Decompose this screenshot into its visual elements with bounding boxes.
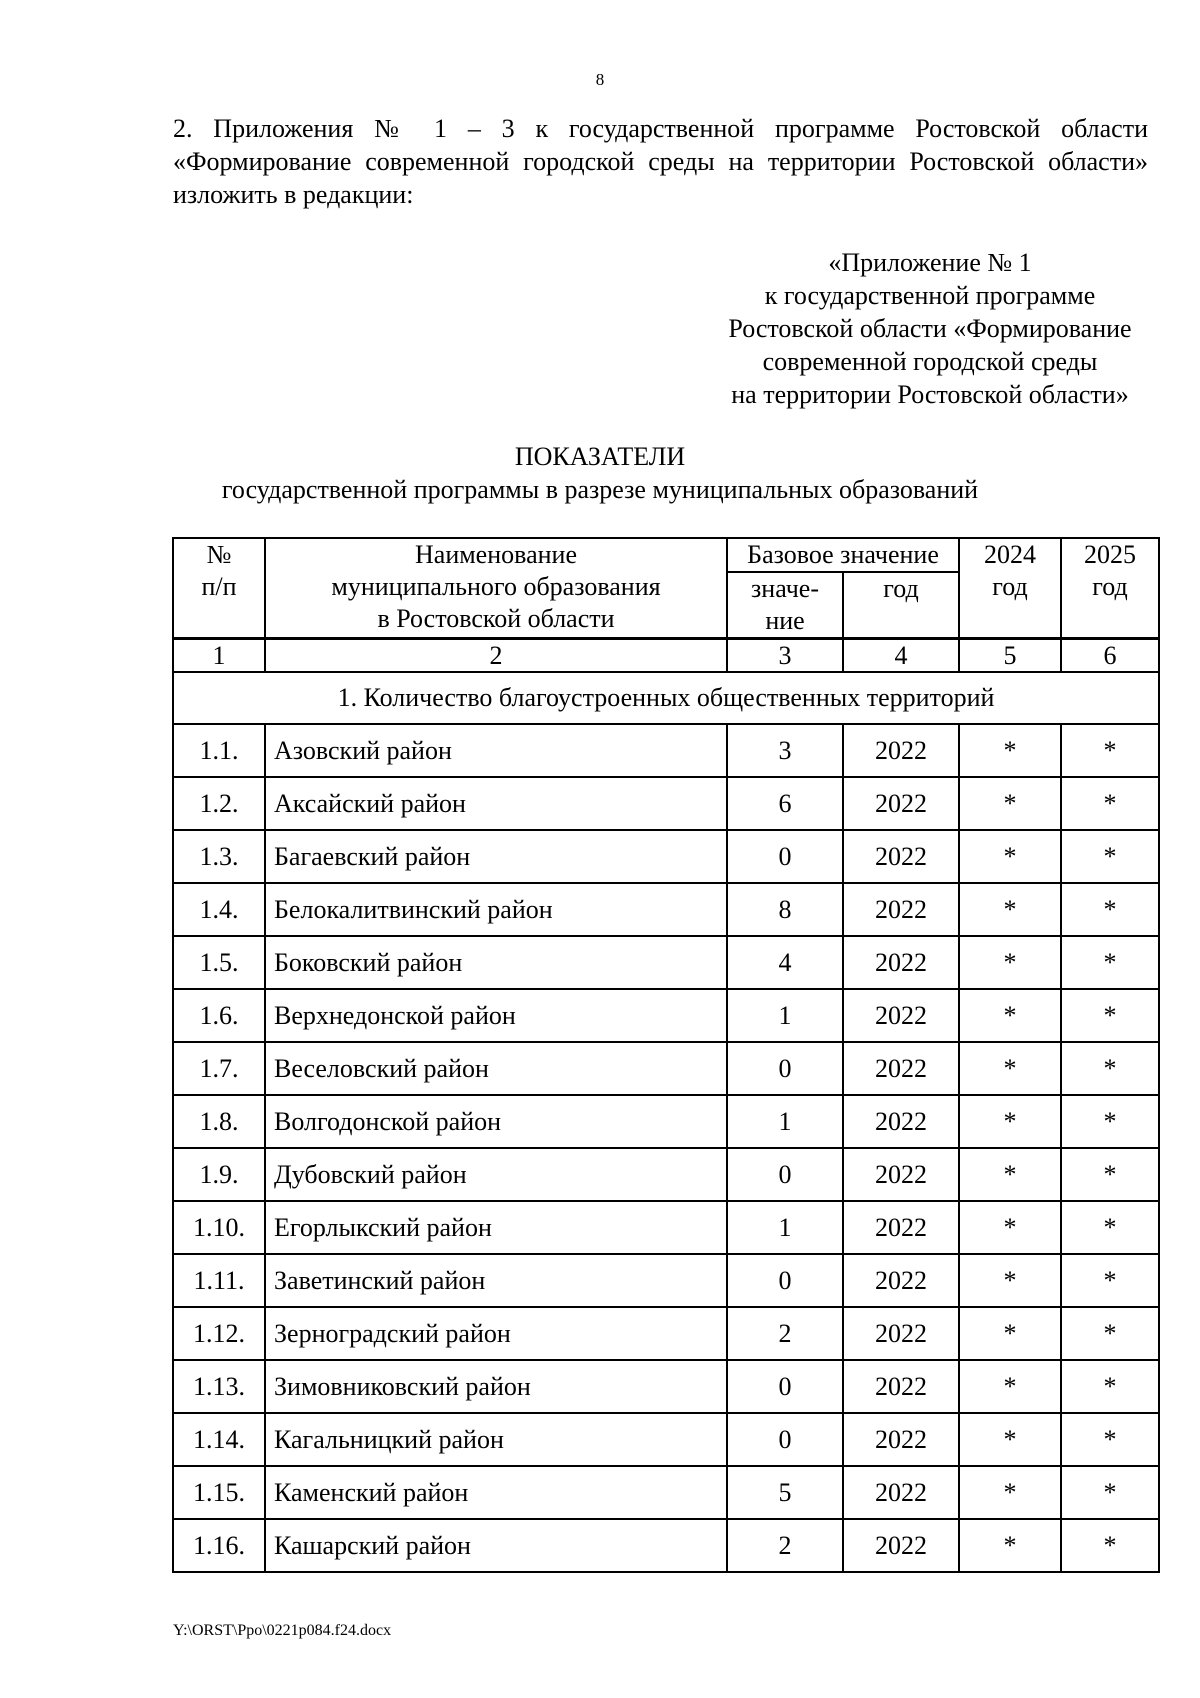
title-main: ПОКАЗАТЕЛИ [514,442,686,471]
district-name: Кагальницкий район [265,1413,727,1466]
indicators-table [172,537,1160,1573]
base-year: 2022 [843,1095,959,1148]
value-2024: * [959,1201,1061,1254]
value-2024: * [959,1148,1061,1201]
base-year: 2022 [843,1466,959,1519]
table-row [173,1519,1159,1572]
value-2024: * [959,989,1061,1042]
district-name: Зимовниковский район [265,1360,727,1413]
appendix-line: современной городской среды [762,347,1098,376]
value-2024: * [959,1042,1061,1095]
table-row [173,777,1159,830]
header-num-line2: п/п [201,572,237,601]
base-year: 2022 [843,1307,959,1360]
district-name: Белокалитвинский район [265,883,727,936]
row-number: 1.2. [173,777,265,830]
table-body [173,724,1159,1572]
row-number: 1.14. [173,1413,265,1466]
base-value: 1 [727,1095,843,1148]
value-2025: * [1061,1360,1159,1413]
value-2024: * [959,830,1061,883]
value-2025: * [1061,724,1159,777]
value-2024: * [959,777,1061,830]
header-name-line2: муниципального образования [331,572,661,601]
value-2024: * [959,883,1061,936]
header-name-line3: в Ростовской области [377,604,615,633]
row-number: 1.13. [173,1360,265,1413]
row-number: 1.10. [173,1201,265,1254]
base-year: 2022 [843,1042,959,1095]
table-row [173,1254,1159,1307]
base-value: 2 [727,1307,843,1360]
intro-paragraph: 2. Приложения № 1 – 3 к государственной программе Ростовской области «Формирование современной городской среды на территории Ростовской области» изложить в редакции: [173,114,1148,209]
value-2025: * [1061,1413,1159,1466]
page-number: 8 [595,70,605,89]
base-value: 1 [727,1201,843,1254]
appendix-caption [640,246,1200,411]
base-value: 0 [727,1360,843,1413]
base-year: 2022 [843,1413,959,1466]
table-row [173,936,1159,989]
base-value: 8 [727,883,843,936]
header-name [265,538,727,639]
table-row [173,724,1159,777]
district-name: Веселовский район [265,1042,727,1095]
base-value: 3 [727,724,843,777]
value-2025: * [1061,1466,1159,1519]
base-year: 2022 [843,1519,959,1572]
district-name: Каменский район [265,1466,727,1519]
base-value: 2 [727,1519,843,1572]
header-name-line1: Наименование [415,540,577,569]
header-value-line1: значе- [751,574,819,603]
value-2025: * [1061,1042,1159,1095]
base-value: 1 [727,989,843,1042]
district-name: Боковский район [265,936,727,989]
row-number: 1.4. [173,883,265,936]
table-row [173,1095,1159,1148]
base-value: 0 [727,1413,843,1466]
base-year: 2022 [843,883,959,936]
row-number: 1.3. [173,830,265,883]
row-number: 1.12. [173,1307,265,1360]
appendix-line: «Приложение № 1 [828,248,1032,277]
base-value: 0 [727,1042,843,1095]
base-value: 0 [727,1254,843,1307]
column-number: 2 [265,639,727,673]
header-2024-line2: год [992,572,1028,601]
value-2024: * [959,724,1061,777]
value-2025: * [1061,1254,1159,1307]
row-number: 1.5. [173,936,265,989]
value-2025: * [1061,989,1159,1042]
district-name: Азовский район [265,724,727,777]
column-number: 6 [1061,639,1159,673]
section-row [173,672,1159,724]
table-row [173,1466,1159,1519]
row-number: 1.15. [173,1466,265,1519]
value-2025: * [1061,830,1159,883]
value-2025: * [1061,883,1159,936]
row-number: 1.11. [173,1254,265,1307]
value-2024: * [959,936,1061,989]
base-value: 0 [727,830,843,883]
value-2024: * [959,1519,1061,1572]
row-number: 1.8. [173,1095,265,1148]
district-name: Егорлыкский район [265,1201,727,1254]
base-value: 0 [727,1148,843,1201]
value-2024: * [959,1307,1061,1360]
header-2025 [1061,538,1159,639]
district-name: Волгодонской район [265,1095,727,1148]
base-year: 2022 [843,1148,959,1201]
table-row [173,1413,1159,1466]
table-row [173,1360,1159,1413]
base-year: 2022 [843,830,959,883]
value-2024: * [959,1254,1061,1307]
base-value: 4 [727,936,843,989]
base-year: 2022 [843,989,959,1042]
header-2024 [959,538,1061,639]
district-name: Аксайский район [265,777,727,830]
value-2024: * [959,1413,1061,1466]
district-name: Заветинский район [265,1254,727,1307]
district-name: Зерноградский район [265,1307,727,1360]
table-row [173,1148,1159,1201]
document-title [0,440,1200,506]
base-value: 6 [727,777,843,830]
table-row [173,830,1159,883]
header-value-line2: ние [765,606,805,635]
base-year: 2022 [843,1201,959,1254]
district-name: Кашарский район [265,1519,727,1572]
row-number: 1.6. [173,989,265,1042]
appendix-line: к государственной программе [764,281,1096,310]
header-base-value: Базовое значение [727,538,959,572]
base-year: 2022 [843,777,959,830]
file-path-footer: Y:\ORST\Ppo\0221p084.f24.docx [173,1622,392,1639]
column-number: 3 [727,639,843,673]
column-number: 1 [173,639,265,673]
value-2025: * [1061,1519,1159,1572]
appendix-line: Ростовской области «Формирование [728,314,1132,343]
row-number: 1.16. [173,1519,265,1572]
header-2025-line2: год [1092,572,1128,601]
table-row [173,1042,1159,1095]
district-name: Дубовский район [265,1148,727,1201]
row-number: 1.7. [173,1042,265,1095]
district-name: Верхнедонской район [265,989,727,1042]
column-number: 4 [843,639,959,673]
value-2024: * [959,1466,1061,1519]
value-2025: * [1061,1307,1159,1360]
value-2025: * [1061,1201,1159,1254]
table-row [173,883,1159,936]
table-row [173,1307,1159,1360]
header-row [173,538,1159,572]
header-2025-line1: 2025 [1084,540,1136,569]
header-year: год [843,572,959,639]
value-2025: * [1061,1148,1159,1201]
base-year: 2022 [843,724,959,777]
row-number: 1.1. [173,724,265,777]
section-title: 1. Количество благоустроенных общественных территорий [173,672,1159,724]
value-2024: * [959,1360,1061,1413]
value-2025: * [1061,777,1159,830]
column-number: 5 [959,639,1061,673]
header-num [173,538,265,639]
value-2025: * [1061,1095,1159,1148]
row-number: 1.9. [173,1148,265,1201]
base-year: 2022 [843,1360,959,1413]
value-2025: * [1061,936,1159,989]
appendix-line: на территории Ростовской области» [731,380,1129,409]
district-name: Багаевский район [265,830,727,883]
table-row [173,1201,1159,1254]
header-value [727,572,843,639]
header-num-line1: № [206,540,232,569]
base-year: 2022 [843,1254,959,1307]
title-sub: государственной программы в разрезе муниципальных образований [221,475,979,504]
value-2024: * [959,1095,1061,1148]
base-year: 2022 [843,936,959,989]
base-value: 5 [727,1466,843,1519]
column-numbers-row [173,639,1159,673]
header-2024-line1: 2024 [984,540,1036,569]
table-row [173,989,1159,1042]
